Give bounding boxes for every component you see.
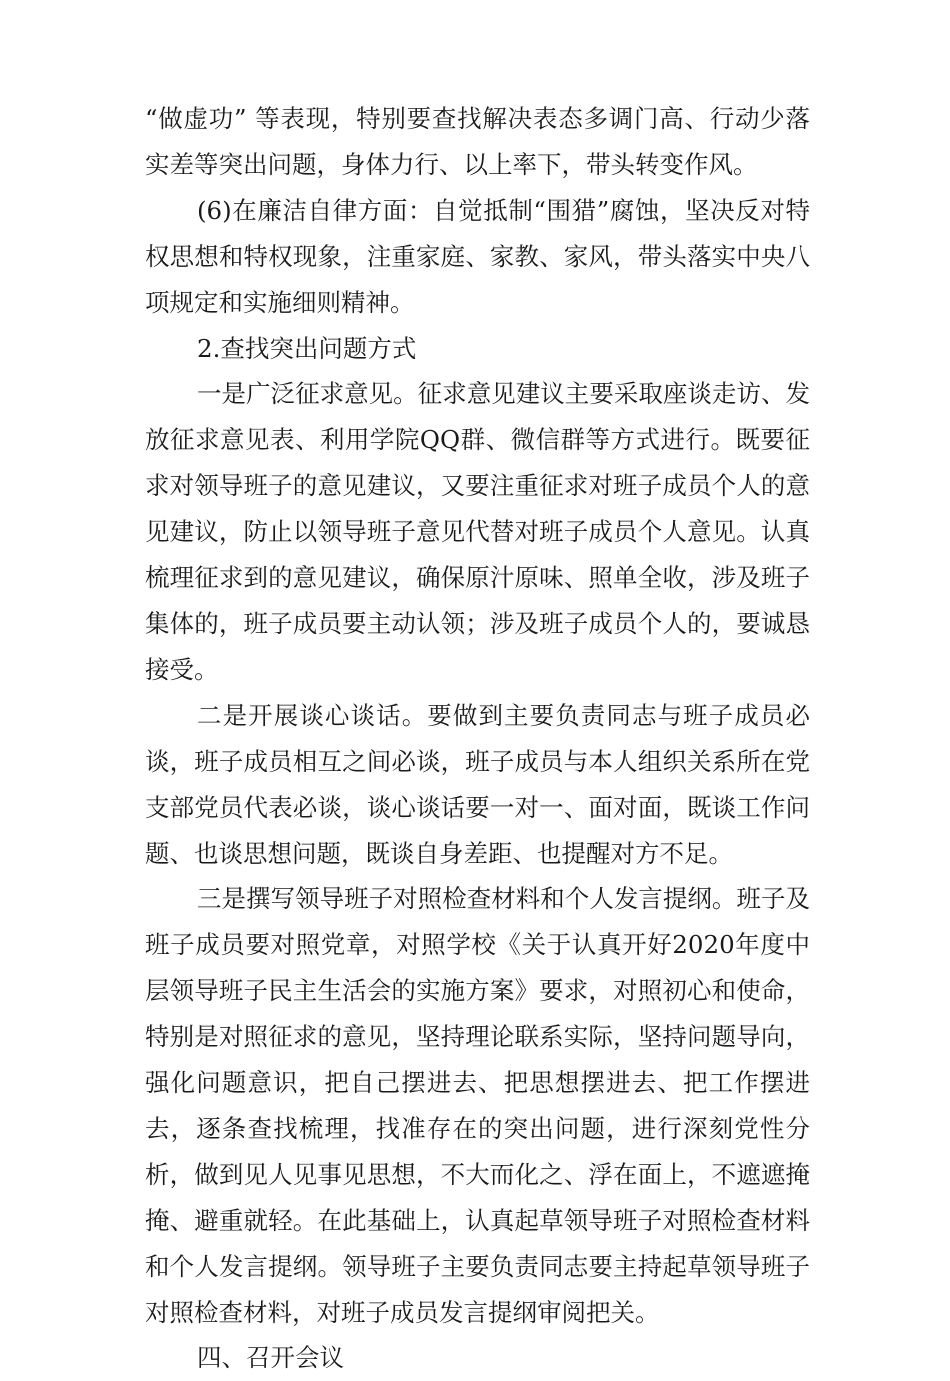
- paragraph-heart-to-heart-talks: 二是开展谈心谈话。要做到主要负责同志与班子成员必谈，班子成员相互之间必谈，班子成员与本人组织关系所在党支部党员代表必谈，谈心谈话要一对一、面对面，既谈工作问题、也谈思想问题，既谈自身差距、也提醒对方不足。: [145, 700, 810, 868]
- paragraph-write-materials: 三是撰写领导班子对照检查材料和个人发言提纲。班子及班子成员要对照党章，对照学校《关于认真开好2020年度中层领导班子民主生活会的实施方案》要求，对照初心和使命，特别是对照征求的意见，坚持理论联系实际，坚持问题导向，强化问题意识，把自己摆进去、把思想摆进去、把工作摆进去，逐条查找梳理，找准存在的突出问题，进行深刻党性分析，做到见人见事见思想，不大而化之、浮在面上，不遮遮掩掩、避重就轻。在此基础上，认真起草领导班子对照检查材料和个人发言提纲。领导班子主要负责同志要主持起草领导班子对照检查材料，对班子成员发言提纲审阅把关。: [145, 884, 810, 1327]
- section-heading-problem-methods: 2.查找突出问题方式: [197, 333, 417, 363]
- document-body: [145, 96, 810, 1381]
- section-heading-hold-meeting: 四、召开会议: [197, 1343, 344, 1373]
- paragraph-continuation: “做虚功” 等表现，特别要查找解决表态多调门高、行动少落实差等突出问题，身体力行、以上率下，带头转变作风。: [145, 104, 810, 179]
- paragraph-integrity: (6)在廉洁自律方面：自觉抵制“围猎”腐蚀，坚决反对特权思想和特权现象，注重家庭、家教、家风，带头落实中央八项规定和实施细则精神。: [145, 195, 810, 317]
- paragraph-solicit-opinions: 一是广泛征求意见。征求意见建议主要采取座谈走访、发放征求意见表、利用学院QQ群、微信群等方式进行。既要征求对领导班子的意见建议，又要注重征求对班子成员个人的意见建议，防止以领导班子意见代替对班子成员个人意见。认真梳理征求到的意见建议，确保原汁原味、照单全收，涉及班子集体的，班子成员要主动认领；涉及班子成员个人的，要诚恳接受。: [145, 379, 810, 684]
